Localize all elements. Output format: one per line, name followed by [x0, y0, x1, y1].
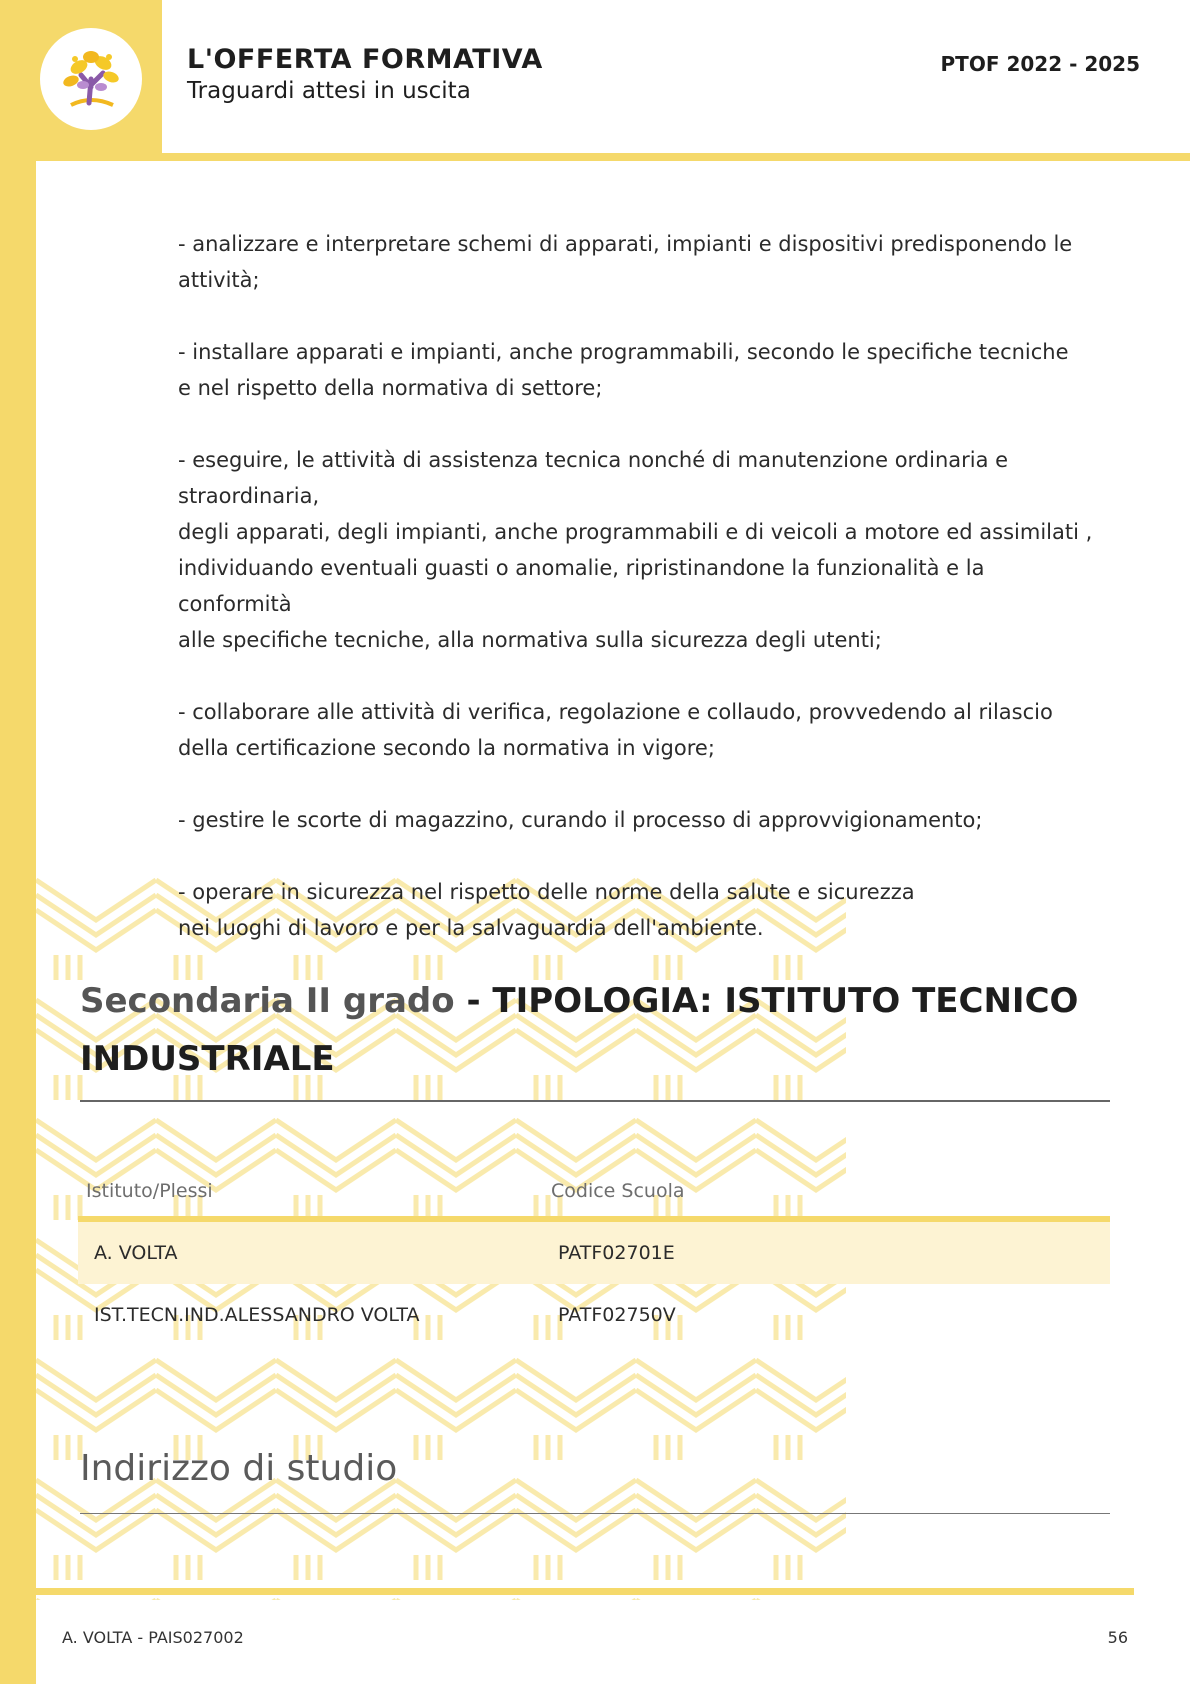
competences-list — [178, 226, 1098, 982]
cell-istituto: IST.TECN.IND.ALESSANDRO VOLTA — [94, 1304, 420, 1326]
indirizzo-divider — [80, 1513, 1110, 1514]
logo-circle — [40, 28, 142, 130]
footer-rule — [36, 1588, 1134, 1595]
schools-table — [78, 1172, 1110, 1346]
logo-box — [0, 0, 162, 155]
paragraph — [178, 334, 1098, 406]
text-line: attività; — [178, 268, 260, 292]
text-line: straordinaria, — [178, 484, 320, 508]
text-line: - collaborare alle attività di verifica, regolazione e collaudo, provvedendo al rilascio — [178, 700, 1053, 724]
paragraph — [178, 442, 1098, 658]
section-heading-grade: Secondaria II grado — [80, 981, 455, 1021]
text-line: - gestire le scorte di magazzino, curando il processo di approvvigionamento; — [178, 808, 983, 832]
text-line: nei luoghi di lavoro e per la salvaguardia dell'ambiente. — [178, 916, 764, 940]
paragraph — [178, 874, 1098, 946]
table-row — [78, 1284, 1110, 1346]
text-line: - analizzare e interpretare schemi di apparati, impianti e dispositivi predisponendo le — [178, 232, 1073, 256]
paragraph — [178, 694, 1098, 766]
left-accent-strip — [0, 0, 36, 1684]
text-line: - eseguire, le attività di assistenza tecnica nonché di manutenzione ordinaria e — [178, 448, 1009, 472]
header-subtitle: Traguardi attesi in uscita — [187, 78, 471, 104]
table-header — [78, 1172, 1110, 1222]
text-line: della certificazione secondo la normativa in vigore; — [178, 736, 715, 760]
cell-istituto: A. VOLTA — [94, 1242, 178, 1264]
indirizzo-heading: Indirizzo di studio — [80, 1448, 398, 1489]
text-line: e nel rispetto della normativa di settore; — [178, 376, 603, 400]
section-divider — [80, 1100, 1110, 1102]
text-line: - installare apparati e impianti, anche programmabili, secondo le specifiche tecniche — [178, 340, 1069, 364]
column-header-codice: Codice Scuola — [551, 1180, 685, 1202]
text-line: individuando eventuali guasti o anomalie, ripristinandone la funzionalità e la conformità — [178, 556, 985, 616]
section-heading — [80, 972, 1080, 1088]
tree-logo-icon — [51, 39, 131, 119]
paragraph — [178, 226, 1098, 298]
cell-codice: PATF02750V — [558, 1304, 676, 1326]
column-header-istituto: Istituto/Plessi — [86, 1180, 213, 1202]
ptof-label: PTOF 2022 - 2025 — [940, 52, 1140, 76]
header-title: L'OFFERTA FORMATIVA — [187, 44, 543, 75]
footer-school: A. VOLTA - PAIS027002 — [62, 1628, 244, 1647]
paragraph — [178, 802, 1098, 838]
text-line: degli apparati, degli impianti, anche programmabili e di veicoli a motore ed assimilati , — [178, 520, 1093, 544]
text-line: alle specifiche tecniche, alla normativa sulla sicurezza degli utenti; — [178, 628, 882, 652]
cell-codice: PATF02701E — [558, 1242, 675, 1264]
text-line: - operare in sicurezza nel rispetto delle norme della salute e sicurezza — [178, 880, 915, 904]
section-heading-type: - TIPOLOGIA: ISTITUTO TECNICO INDUSTRIALE — [80, 981, 1079, 1079]
table-row — [78, 1222, 1110, 1284]
page-number: 56 — [1107, 1628, 1128, 1647]
header-rule — [36, 153, 1190, 161]
